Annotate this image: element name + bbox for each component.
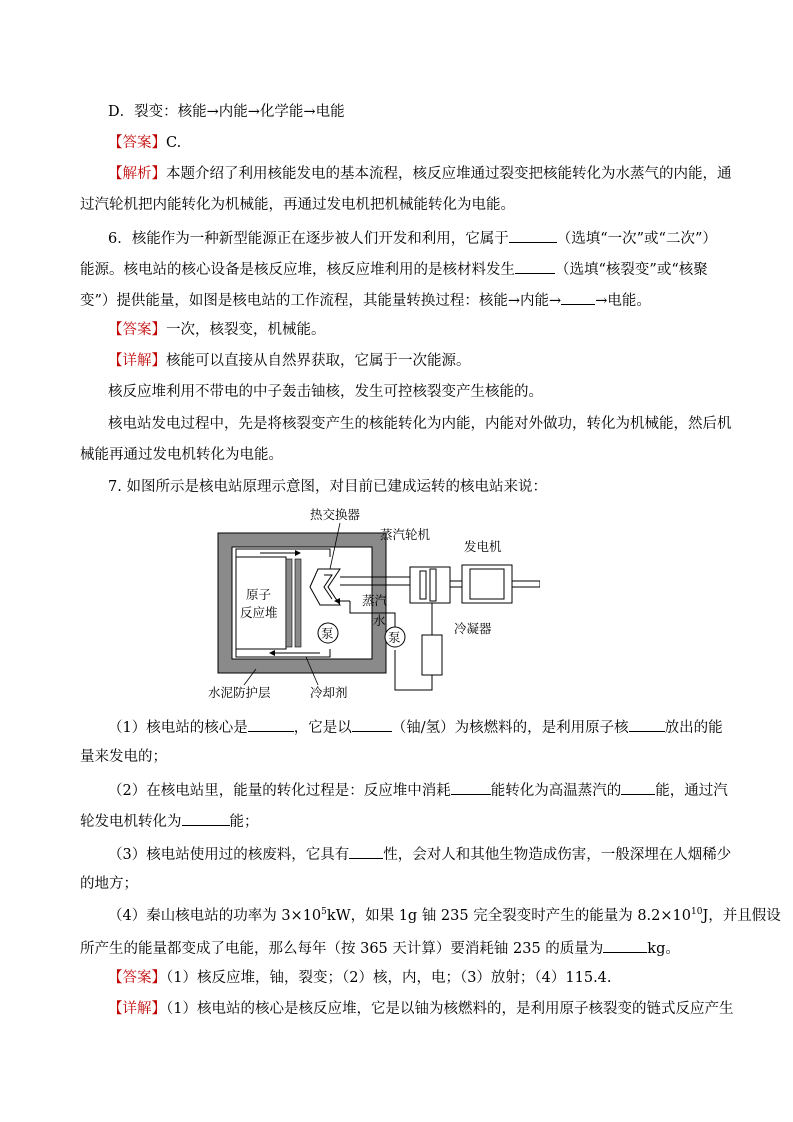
detail-6-p3-cont: 械能再通过发电机转化为电能。: [80, 447, 283, 463]
q7-text: ，它是以: [293, 720, 352, 736]
blank: [603, 937, 647, 953]
reactor-core: [236, 557, 286, 649]
q6-text: 能源。核电站的核心设备是核反应堆，核反应堆利用的是核材料发生: [80, 262, 515, 278]
q7-text: 能转化为高温蒸汽的: [490, 783, 622, 799]
q7-text: （2）在核电站里，能量的转化过程是：反应堆中消耗: [108, 783, 451, 799]
blank: [248, 716, 294, 732]
answer-7: [108, 968, 612, 988]
q7-text: （3）核电站使用过的核废料，它具有: [108, 847, 350, 863]
q7-part-3-cont: 的地方；: [80, 876, 138, 892]
blank: [515, 258, 555, 274]
q6-text: （选填“一次”或“二次”）: [556, 231, 717, 247]
label-water: 水: [373, 613, 386, 628]
detail-6: [108, 351, 471, 371]
answer-tag: 【答案】: [108, 970, 166, 986]
q7-text: （铀/氢）为核燃料的，是利用原子核: [391, 720, 629, 736]
q6-text: （选填“核裂变”或“核聚: [555, 262, 708, 278]
detail-6-p3: 核电站发电过程中，先是将核裂变产生的核能转化为内能，内能对外做功，转化为机械能，然后机: [108, 416, 732, 432]
blank: [621, 779, 655, 795]
q7-text: 性，会对人和其他生物造成伤害，一般深埋在人烟稀少: [383, 847, 732, 863]
nuclear-plant-diagram: [200, 505, 540, 705]
exponent: 5: [321, 907, 327, 918]
answer-tag: 【答案】: [108, 322, 166, 338]
q7-part-4: [108, 906, 781, 926]
label-pump-2: 泵: [388, 630, 401, 645]
blank: [352, 716, 392, 732]
blank: [561, 289, 595, 305]
option-d: D．裂变：核能→内能→化学能→电能: [108, 104, 345, 120]
label-steam-turbine: 蒸汽轮机: [380, 527, 431, 542]
label-reactor-1: 原子: [246, 587, 272, 602]
detail-7: [108, 999, 733, 1019]
q7-text: 能，通过汽: [655, 783, 728, 799]
detail-6-p2: 核反应堆利用不带电的中子轰击铀核，发生可控核裂变产生核能的。: [108, 384, 543, 400]
blank: [629, 716, 665, 732]
q7-part-2-cont: [80, 810, 259, 832]
q7-text: 能；: [229, 814, 259, 830]
blank: [509, 227, 557, 243]
question-6-line-3: [80, 289, 651, 311]
answer-tag: 【答案】: [108, 135, 166, 151]
explanation-1: [108, 164, 732, 184]
q7-part-2: [108, 779, 728, 801]
explanation-text: 本题介绍了利用核能发电的基本流程，核反应堆通过裂变把核能转化为水蒸气的内能，通: [166, 166, 732, 182]
explanation-tag: 【解析】: [108, 166, 166, 182]
condenser: [422, 635, 442, 675]
label-condenser: 冷凝器: [454, 621, 492, 636]
label-heat-exchanger: 热交换器: [310, 507, 361, 522]
label-reactor-2: 反应堆: [240, 605, 278, 620]
blank: [451, 779, 491, 795]
question-6-line-2: [80, 258, 708, 280]
blank: [182, 810, 230, 826]
detail-tag: 【详解】: [108, 1001, 166, 1017]
question-6-line-1: [108, 227, 717, 249]
q7-text: 轮发电机转化为: [80, 814, 182, 830]
label-steam: 蒸汽: [362, 593, 388, 608]
detail-text: 核能可以直接从自然界获取，它属于一次能源。: [166, 353, 471, 369]
q7-part-4-cont: [80, 937, 680, 959]
q7-text: 所产生的能量都变成了电能，那么每年（按 365 天计算）要消耗铀 235 的质量为: [80, 941, 604, 957]
q7-part-1-cont: 量来发电的；: [80, 749, 167, 765]
exponent: 10: [690, 907, 703, 918]
q6-text: →电能。: [595, 293, 651, 309]
detail-text: （1）核电站的核心是核反应堆，它是以铀为核燃料的，是利用原子核裂变的链式反应产生: [166, 1001, 734, 1017]
q7-part-3: [108, 843, 731, 865]
detail-tag: 【详解】: [108, 353, 166, 369]
q7-text: kg。: [647, 941, 680, 957]
q7-text: （1）核电站的核心是: [108, 720, 248, 736]
q7-part-1: [108, 716, 723, 738]
q7-text: 放出的能: [664, 720, 723, 736]
answer-text: C.: [166, 135, 182, 151]
label-coolant: 冷却剂: [310, 685, 348, 700]
q7-text: （4）秦山核电站的功率为 3×10: [108, 908, 322, 924]
answer-6: [108, 320, 326, 340]
q7-text: J，并且假设: [702, 908, 781, 924]
q6-text: 6．核能作为一种新型能源正在逐步被人们开发和利用，它属于: [108, 231, 509, 247]
answer-1: [108, 133, 181, 153]
answer-text: 一次，核裂变，机械能。: [166, 322, 326, 338]
q7-text: kW，如果 1g 铀 235 完全裂变时产生的能量为 8.2×10: [326, 908, 691, 924]
label-pump-1: 泵: [321, 626, 334, 641]
answer-text: （1）核反应堆，铀，裂变；（2）核，内，电；（3）放射；（4）115.4.: [166, 970, 612, 986]
q6-text: 变”）提供能量，如图是核电站的工作流程，其能量转换过程：核能→内能→: [80, 293, 562, 309]
blank: [349, 843, 383, 859]
question-7: 7. 如图所示是核电站原理示意图，对目前已建成运转的核电站来说：: [108, 479, 547, 495]
explanation-1-cont: 过汽轮机把内能转化为机械能，再通过发电机把机械能转化为电能。: [80, 197, 515, 213]
label-generator: 发电机: [464, 539, 502, 554]
label-concrete: 水泥防护层: [208, 685, 271, 700]
